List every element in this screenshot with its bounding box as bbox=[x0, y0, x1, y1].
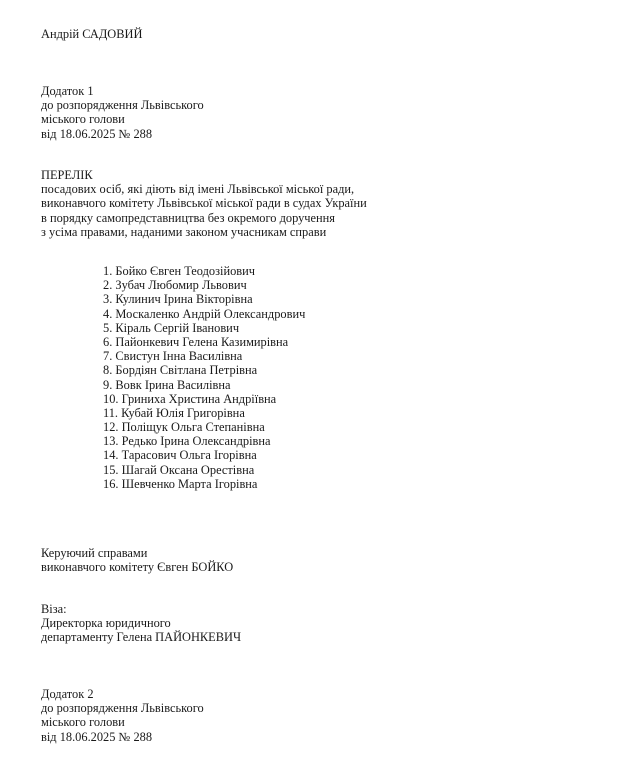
list-item: 11. Кубай Юлія Григорівна bbox=[103, 405, 245, 420]
list-heading-line: виконавчого комітету Львівської міської ради в судах України bbox=[41, 196, 367, 211]
annex-1-header bbox=[41, 84, 204, 141]
visa-position: Директорка юридичного bbox=[41, 616, 171, 631]
list-heading-title: ПЕРЕЛІК bbox=[41, 168, 93, 182]
list-heading-line: з усіма правами, наданими законом учасникам справи bbox=[41, 224, 327, 239]
list-item: 13. Редько Ірина Олександрівна bbox=[103, 434, 271, 449]
mayor-signature-block bbox=[41, 27, 142, 41]
list-item: 7. Свистун Інна Василівна bbox=[103, 349, 243, 364]
visa-name-line: департаменту Гелена ПАЙОНКЕВИЧ bbox=[41, 630, 242, 645]
annex-2-date: від 18.06.2025 № 288 bbox=[41, 729, 153, 744]
annex-1-line: до розпорядження Львівського bbox=[41, 98, 204, 113]
mayor-name: Андрій САДОВИЙ bbox=[41, 27, 143, 41]
list-item: 1. Бойко Євген Теодозійович bbox=[103, 264, 256, 278]
annex-1-line: міського голови bbox=[41, 112, 125, 127]
manager-title: Керуючий справами bbox=[41, 546, 148, 560]
list-item: 16. Шевченко Марта Ігорівна bbox=[103, 476, 258, 491]
list-heading-block bbox=[41, 168, 367, 239]
list-item: 5. Кіраль Сергій Іванович bbox=[103, 320, 240, 335]
manager-name-line: виконавчого комітету Євген БОЙКО bbox=[41, 560, 234, 575]
list-item: 10. Гриниха Христина Андріївна bbox=[103, 391, 277, 406]
list-item: 6. Пайонкевич Гелена Казимирівна bbox=[103, 334, 289, 349]
annex-1-title: Додаток 1 bbox=[41, 84, 94, 98]
annex-2-line: до розпорядження Львівського bbox=[41, 701, 204, 716]
list-item: 4. Москаленко Андрій Олександрович bbox=[103, 306, 306, 321]
list-item: 12. Поліщук Ольга Степанівна bbox=[103, 420, 265, 435]
list-item: 3. Кулинич Ірина Вікторівна bbox=[103, 292, 253, 307]
list-item: 8. Бордіян Світлана Петрівна bbox=[103, 363, 258, 378]
list-item: 9. Вовк Ірина Василівна bbox=[103, 377, 231, 392]
list-item: 15. Шагай Оксана Орестівна bbox=[103, 462, 255, 477]
list-heading-line: посадових осіб, які діють від імені Львівської міської ради, bbox=[41, 182, 355, 197]
list-item: 14. Тарасович Ольга Ігорівна bbox=[103, 448, 257, 463]
manager-signature-block bbox=[41, 546, 233, 574]
list-heading-line: в порядку самопредставництва без окремого доручення bbox=[41, 210, 335, 225]
annex-2-line: міського голови bbox=[41, 715, 125, 730]
visa-label: Віза: bbox=[41, 602, 67, 616]
annex-1-date: від 18.06.2025 № 288 bbox=[41, 126, 153, 141]
annex-2-title: Додаток 2 bbox=[41, 687, 94, 701]
official-persons-list bbox=[103, 264, 305, 491]
annex-2-header bbox=[41, 687, 204, 744]
visa-block bbox=[41, 602, 241, 645]
list-item: 2. Зубач Любомир Львович bbox=[103, 278, 247, 293]
